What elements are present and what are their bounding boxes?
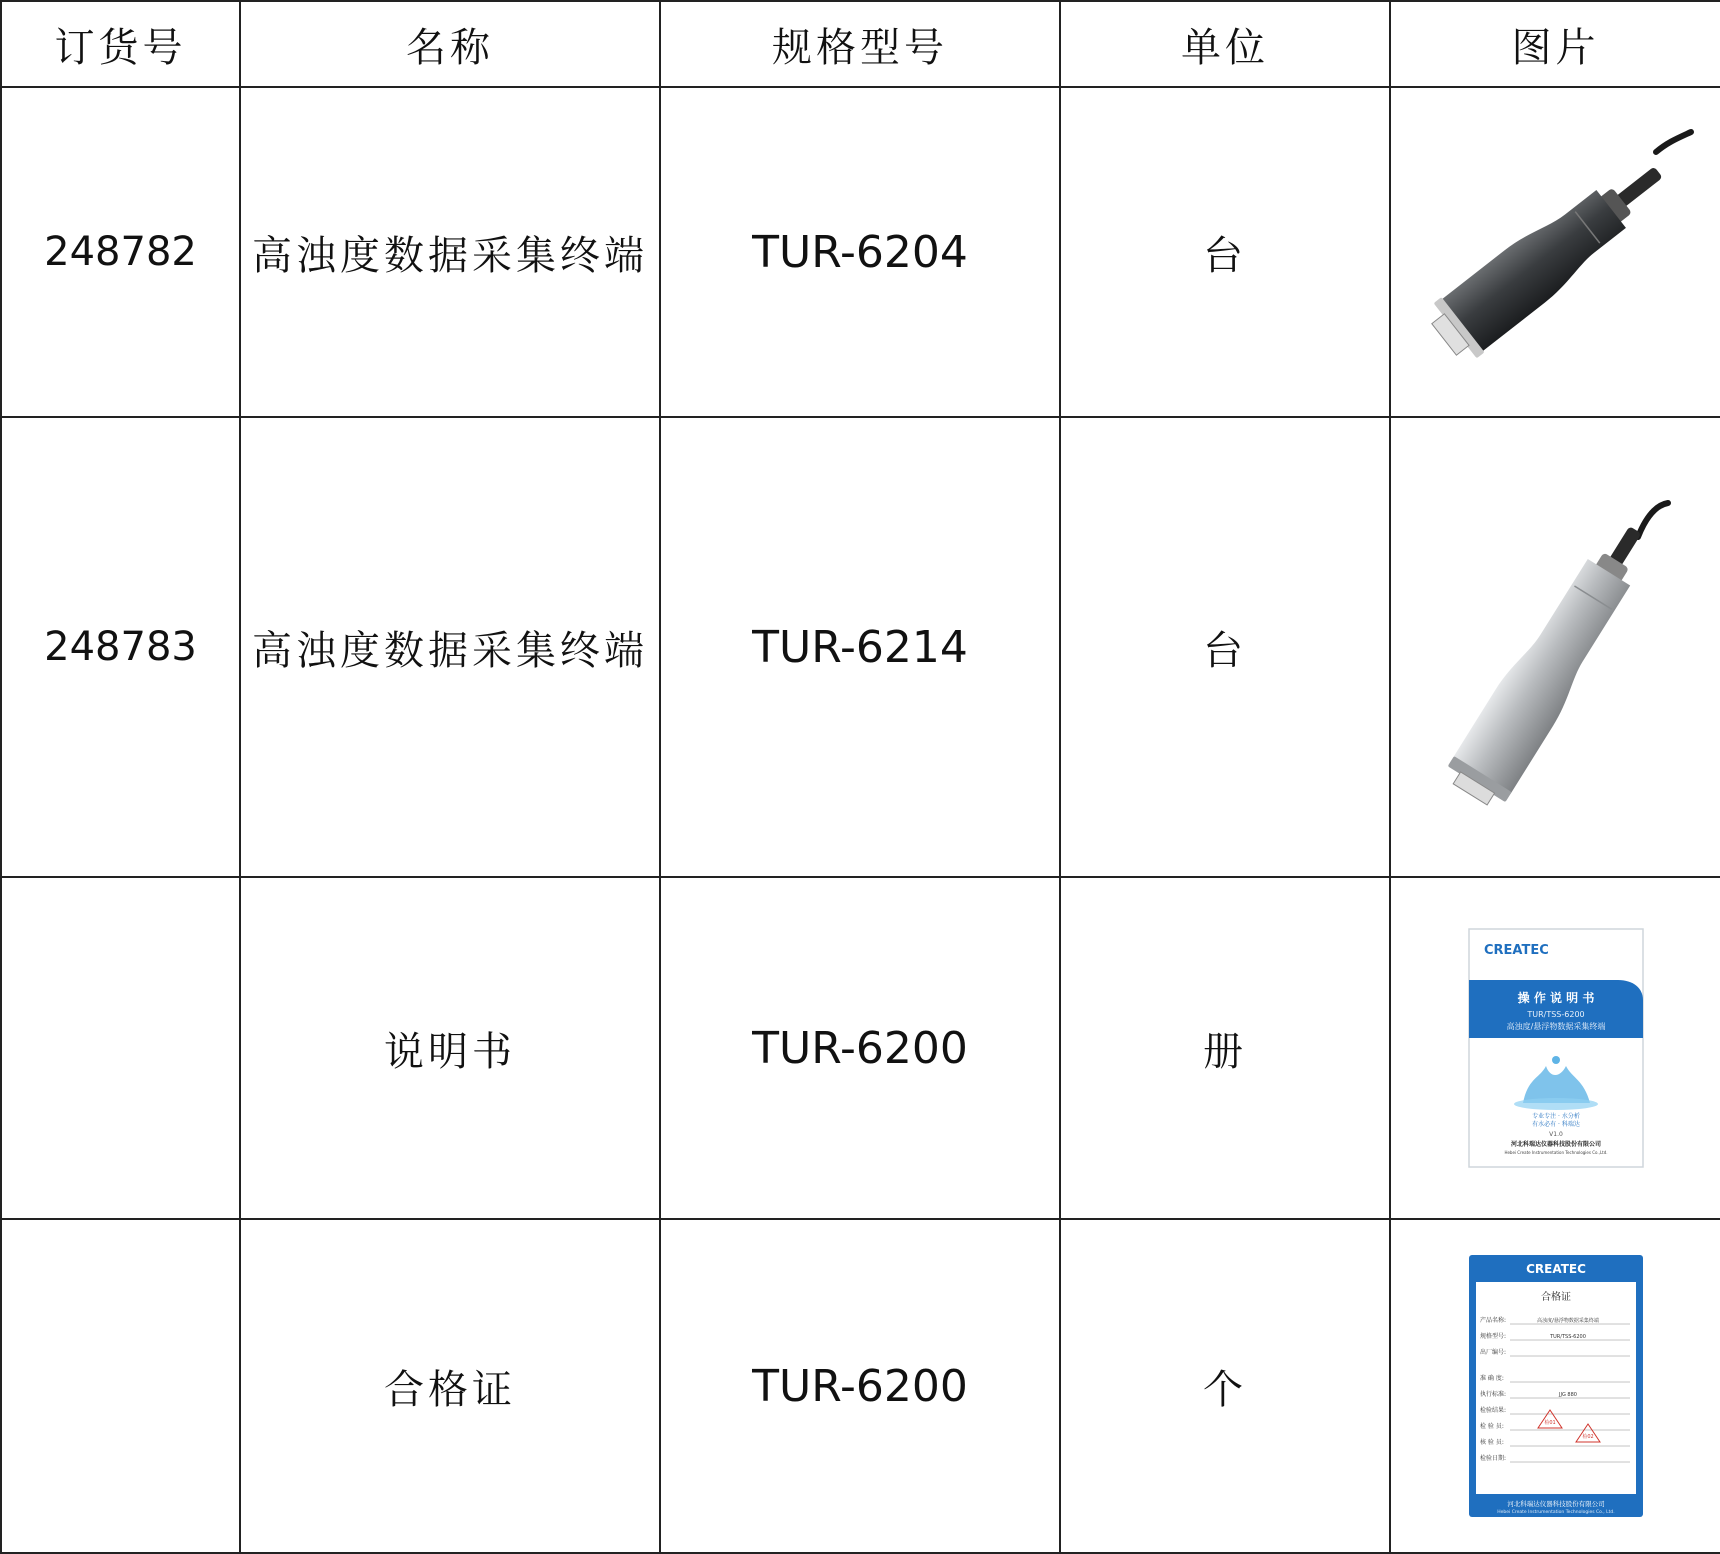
model-cell: TUR-6214 xyxy=(660,417,1060,877)
field-label: 规格型号: xyxy=(1479,1333,1506,1340)
model-cell: TUR-6200 xyxy=(660,877,1060,1219)
header-picture: 图片 xyxy=(1390,1,1720,87)
certificate-card-image xyxy=(1468,1254,1644,1518)
table-row xyxy=(1,877,1720,1219)
manual-title: 操 作 说 明 书 xyxy=(1517,991,1594,1005)
stamp-text: 检02 xyxy=(1581,1434,1594,1440)
order-no-cell xyxy=(1,877,240,1219)
silver-sensor-probe-image xyxy=(1406,477,1706,817)
unit-cell: 台 xyxy=(1060,87,1390,417)
table-row xyxy=(1,87,1720,417)
unit-cell: 册 xyxy=(1060,877,1390,1219)
manual-company-en: Hebei Create Instrumentation Technologies Co.,Ltd. xyxy=(1503,1150,1608,1155)
manual-subtitle: 高浊度/悬浮物数据采集终端 xyxy=(1506,1022,1605,1031)
certificate-company: 河北科瑞达仪器科技股份有限公司 xyxy=(1506,1500,1605,1508)
name-cell: 高浊度数据采集终端 xyxy=(240,87,660,417)
stamp-text: 检01 xyxy=(1543,1420,1556,1426)
header-model: 规格型号 xyxy=(660,1,1060,87)
certificate-title: 合格证 xyxy=(1540,1292,1571,1303)
manual-version: V1.0 xyxy=(1548,1131,1563,1138)
order-no-cell xyxy=(1,1219,240,1553)
header-unit: 单位 xyxy=(1060,1,1390,87)
field-value: JJG 880 xyxy=(1558,1392,1577,1398)
table-row xyxy=(1,417,1720,877)
manual-slogan-1: 专业专注 · 水分析 xyxy=(1531,1113,1580,1120)
header-order-no: 订货号 xyxy=(1,1,240,87)
picture-cell xyxy=(1390,877,1720,1219)
manual-model: TUR/TSS-6200 xyxy=(1526,1010,1585,1019)
field-value: 高浊度/悬浮物数据采集终端 xyxy=(1536,1318,1599,1324)
field-value: TUR/TSS-6200 xyxy=(1549,1334,1586,1340)
manual-slogan-2: 有水必有 · 科瑞达 xyxy=(1531,1121,1580,1128)
unit-cell: 个 xyxy=(1060,1219,1390,1553)
field-label: 检验结果: xyxy=(1479,1407,1506,1414)
picture-cell xyxy=(1390,1219,1720,1553)
order-no-cell: 248782 xyxy=(1,87,240,417)
model-cell: TUR-6204 xyxy=(660,87,1060,417)
picture-cell xyxy=(1390,417,1720,877)
name-cell: 合格证 xyxy=(240,1219,660,1553)
unit-cell: 台 xyxy=(1060,417,1390,877)
dark-sensor-probe-image xyxy=(1406,102,1706,402)
certificate-brand: CREATEC xyxy=(1525,1262,1586,1276)
field-label: 检 验 员: xyxy=(1479,1423,1504,1430)
model-cell: TUR-6200 xyxy=(660,1219,1060,1553)
manual-brand: CREATEC xyxy=(1483,943,1549,958)
field-label: 核 验 员: xyxy=(1479,1439,1504,1446)
manual-booklet-image xyxy=(1468,928,1644,1168)
header-name: 名称 xyxy=(240,1,660,87)
field-label: 产品名称: xyxy=(1479,1317,1506,1324)
manual-company: 河北科瑞达仪器科技股份有限公司 xyxy=(1510,1141,1601,1148)
header-row xyxy=(1,1,1720,87)
field-label: 准 确 度: xyxy=(1479,1375,1504,1382)
field-label: 检验日期: xyxy=(1479,1455,1506,1462)
picture-cell xyxy=(1390,87,1720,417)
name-cell: 高浊度数据采集终端 xyxy=(240,417,660,877)
order-no-cell: 248783 xyxy=(1,417,240,877)
field-label: 执行标准: xyxy=(1479,1391,1506,1398)
field-label: 出厂编号: xyxy=(1479,1349,1506,1356)
name-cell: 说明书 xyxy=(240,877,660,1219)
table-row xyxy=(1,1219,1720,1553)
certificate-company-en: Hebei Create Instrumentation Technologies Co., Ltd. xyxy=(1496,1510,1615,1515)
